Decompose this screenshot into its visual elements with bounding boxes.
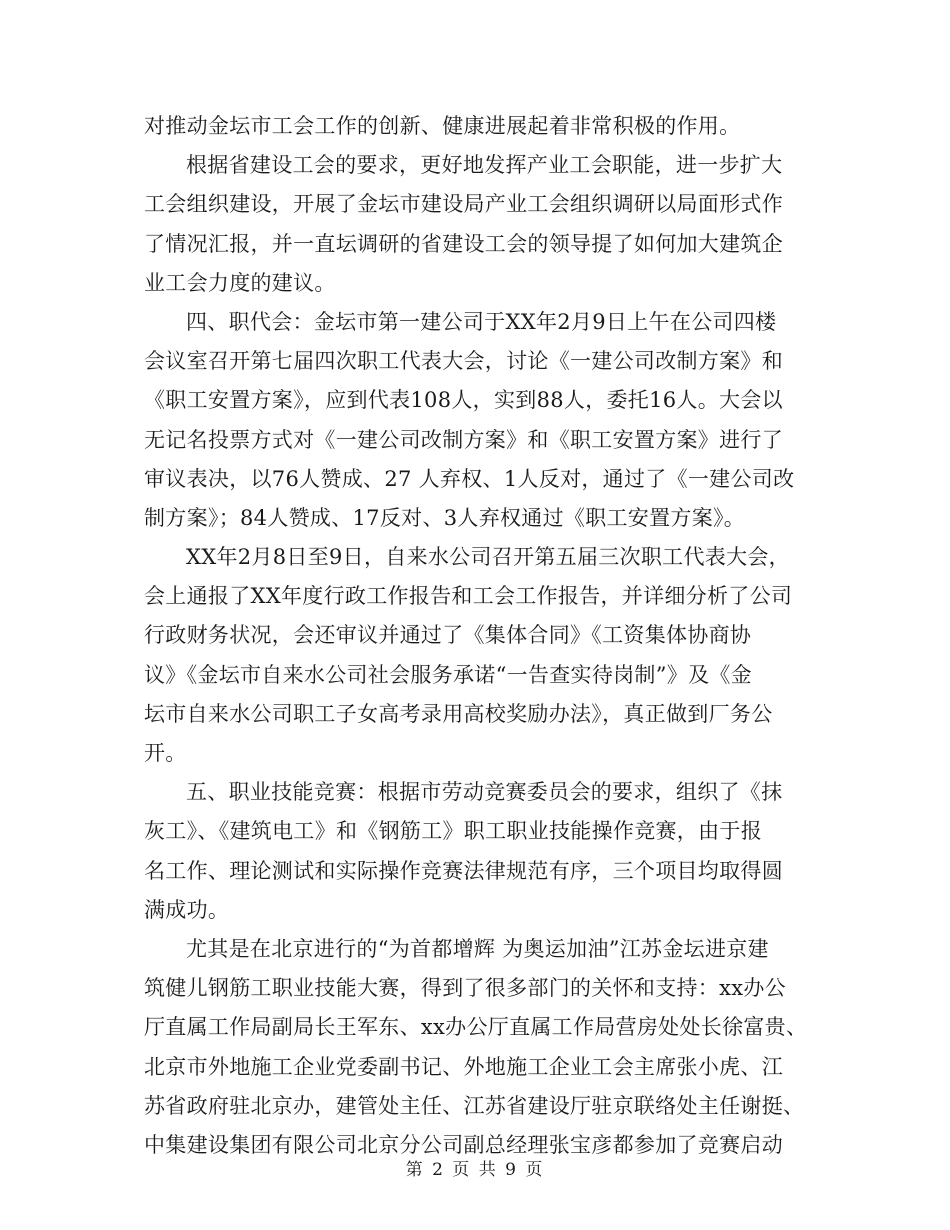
text-line: 对推动金坛市工会工作的创新、健康进展起着非常积极的作用。 [144,114,741,138]
text-line: XX年2月8日至9日，自来水公司召开第五届三次职工代表大会， [186,545,790,570]
text-line: 尤其是在北京进行的“为首都增辉 为奥运加油”江苏金坛进京建 [186,936,769,961]
text-line: 会议室召开第七届四次职工代表大会，讨论《一建公司改制方案》和 [144,349,783,374]
text-line: 会上通报了XX年度行政工作报告和工会工作报告，并详细分析了公司 [144,584,793,609]
text-line: 北京市外地施工企业党委副书记、外地施工企业工会主席张小虎、江 [144,1054,783,1079]
text-line: 议》《金坛市自来水公司社会服务承诺“一告查实待岗制”》及《金 [144,662,752,687]
text-line: 业工会力度的建议。 [144,270,336,295]
text-line: 开。 [144,741,187,765]
text-line: 苏省政府驻北京办，建管处主任、江苏省建设厅驻京联络处主任谢挺、 [144,1093,805,1118]
text-line: 了情况汇报，并一直坛调研的省建设工会的领导提了如何加大建筑企 [144,231,783,256]
text-line: 满成功。 [144,897,230,922]
text-line: 无记名投票方式对《一建公司改制方案》和《职工安置方案》进行了 [144,427,783,452]
text-line: 《职工安置方案》，应到代表108人，实到88人，委托16人。大会以 [144,388,783,413]
text-line: 审议表决，以76人赞成、27 人弃权、1人反对，通过了《一建公司改 [144,466,795,491]
text-line: 筑健儿钢筋工职业技能大赛，得到了很多部门的关怀和支持：xx办公 [144,976,786,1001]
document-body [144,107,810,1165]
text-line: 中集建设集团有限公司北京分公司副总经理张宝彦都参加了竞赛启动 [144,1132,783,1157]
text-line: 五、职业技能竞赛：根据市劳动竞赛委员会的要求，组织了《抹 [186,780,783,805]
text-line: 制方案》；84人赞成、17反对、3人弃权通过《职工安置方案》。 [144,505,746,530]
text-line: 工会组织建设，开展了金坛市建设局产业工会组织调研以局面形式作 [144,192,783,217]
text-line: 名工作、理论测试和实际操作竞赛法律规范有序，三个项目均取得圆 [144,858,783,883]
text-line: 四、职代会：金坛市第一建公司于XX年2月9日上午在公司四楼 [186,309,777,334]
page-footer: 第 2 页 共 9 页 [405,1160,545,1180]
text-line: 坛市自来水公司职工子女高考录用高校奖励办法》，真正做到厂务公 [144,701,773,726]
text-line: 根据省建设工会的要求，更好地发挥产业工会职能，进一步扩大 [186,153,783,178]
text-line: 行政财务状况，会还审议并通过了《集体合同》《工资集体协商协 [144,623,752,648]
text-line: 灰工》、《建筑电工》和《钢筋工》职工职业技能操作竞赛，由于报 [144,819,762,844]
text-line: 厅直属工作局副局长王军东、xx办公厅直属工作局营房处处长徐富贵、 [144,1015,808,1040]
